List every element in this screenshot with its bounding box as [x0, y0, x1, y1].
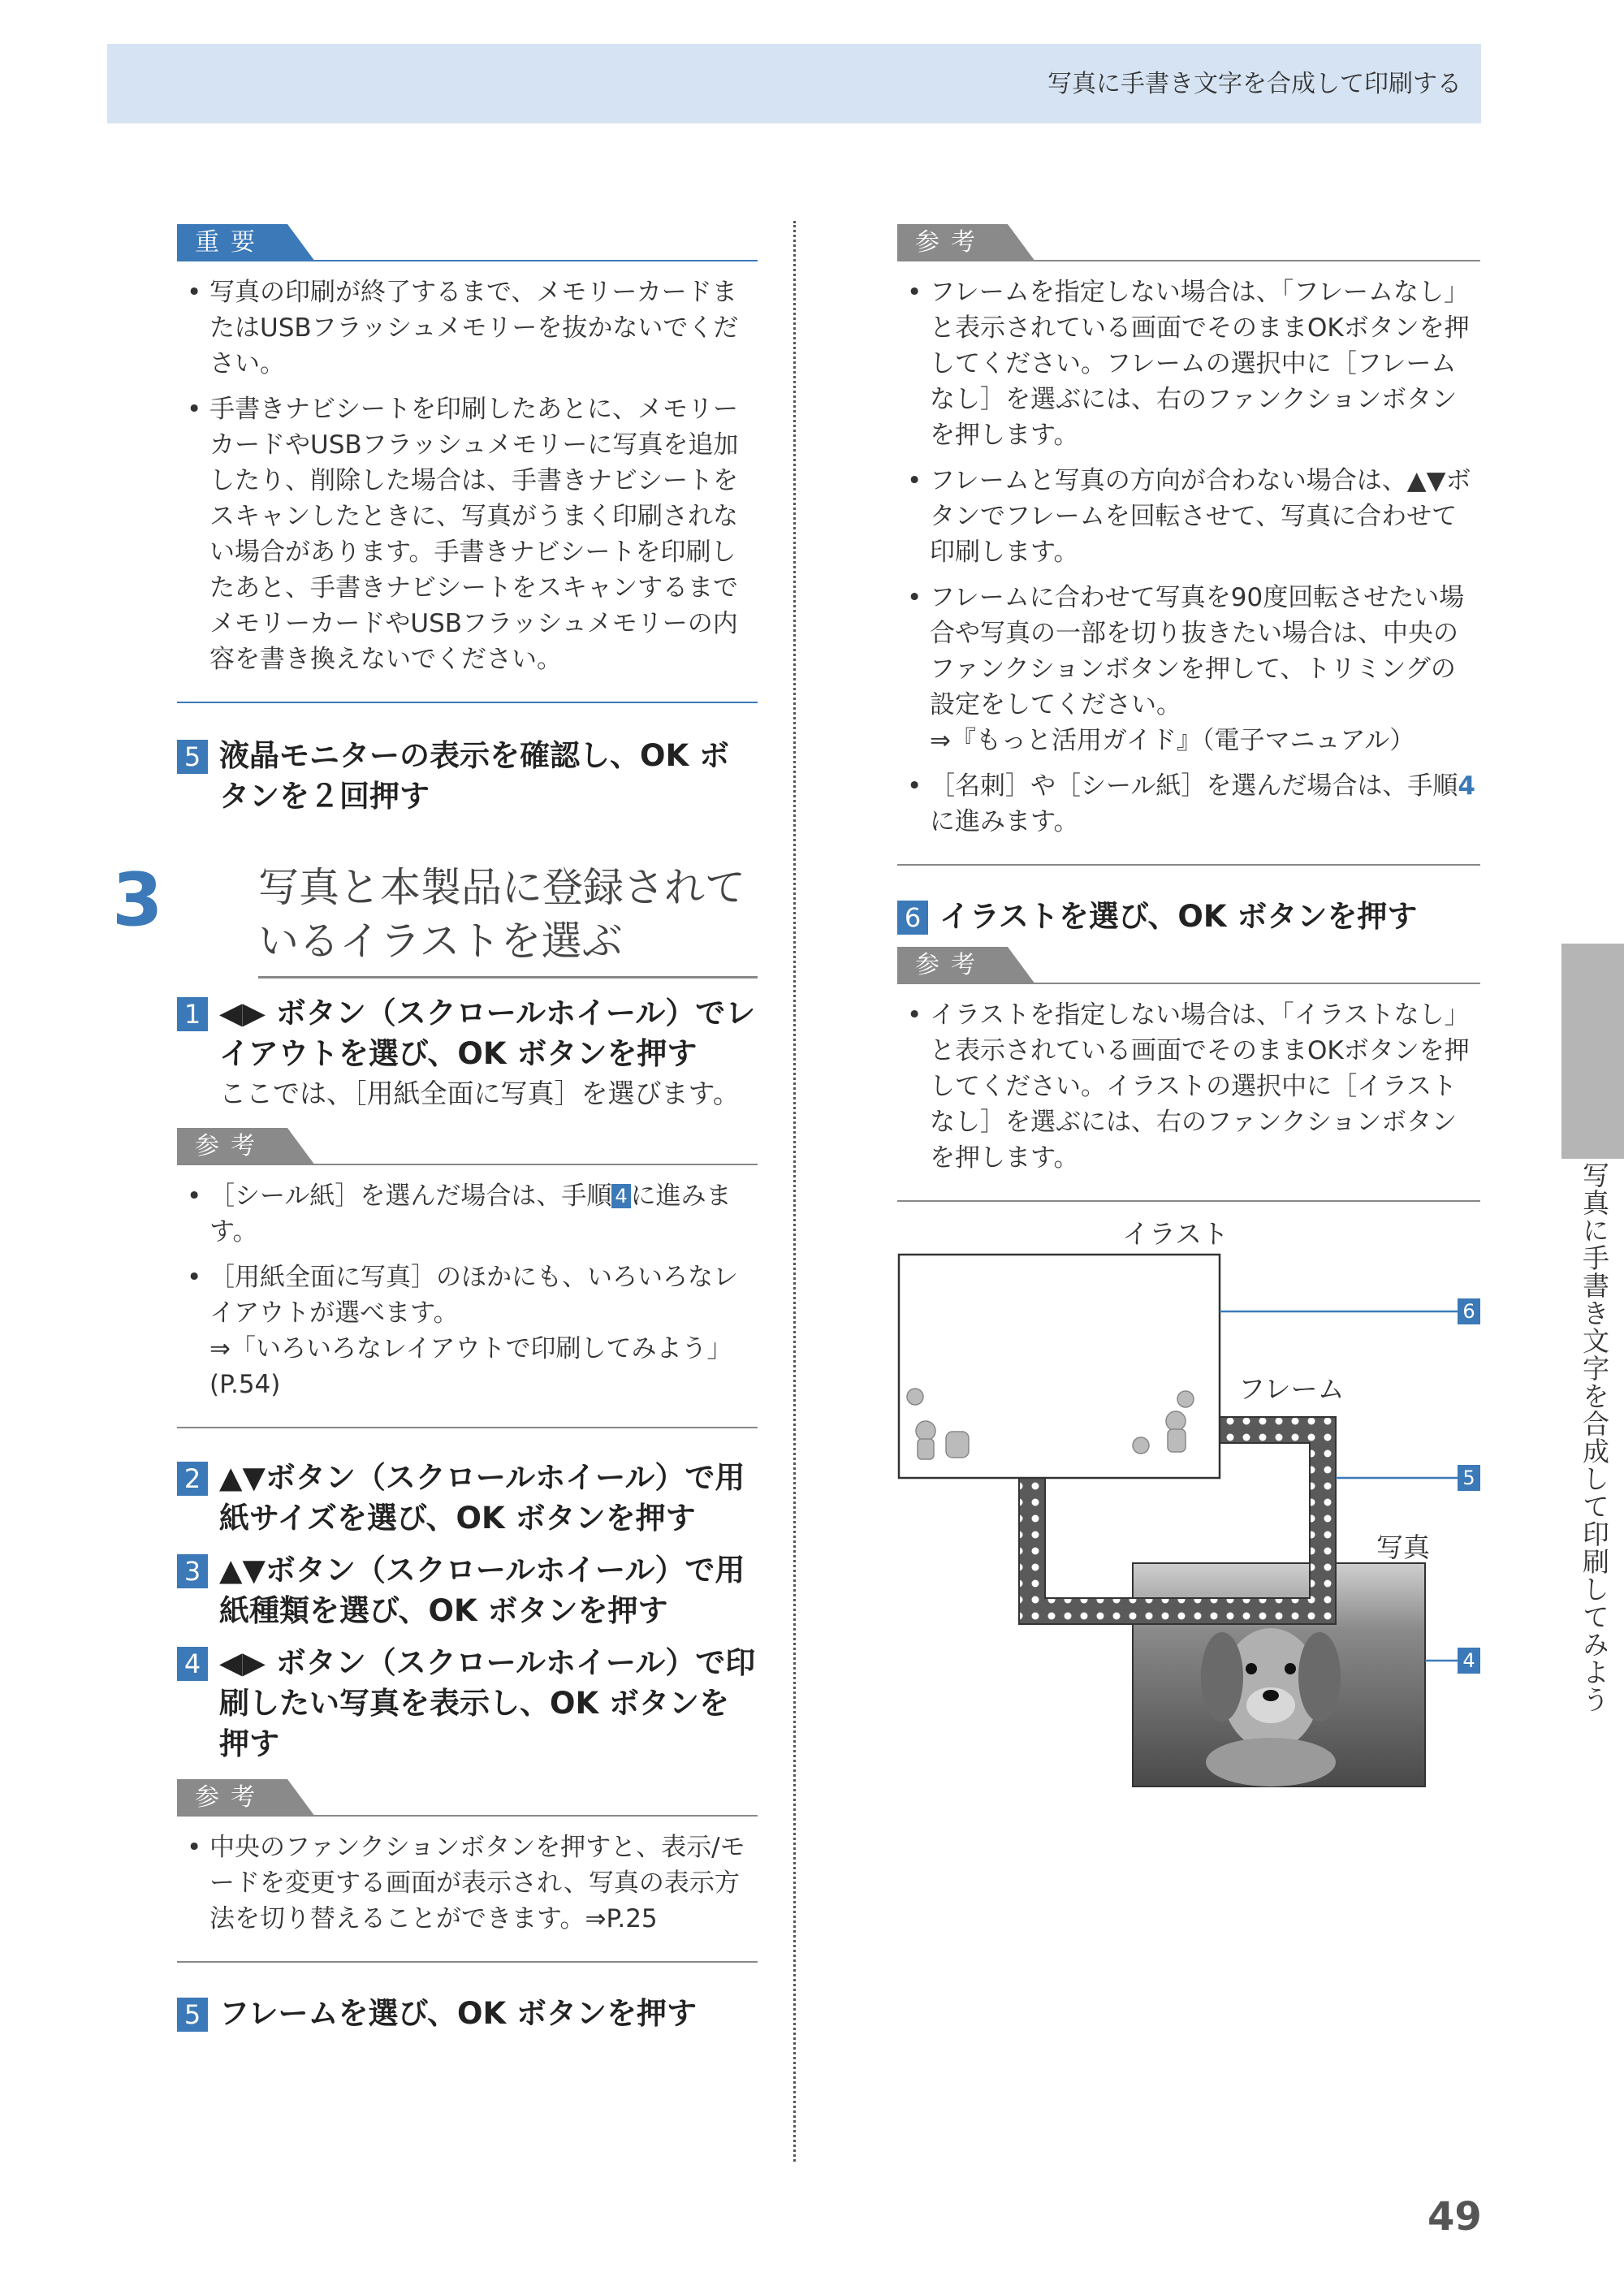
layer-diagram	[897, 1202, 1482, 1803]
step-2-paper-size	[177, 1458, 758, 1539]
photo-layer	[1133, 1563, 1425, 1786]
note-bullet: • ［シール紙］を選んだ場合は、手順 4 に進みます。	[177, 1178, 758, 1250]
section-3	[112, 858, 758, 979]
note-bullet: • ［用紙全面に写真］のほかにも、いろいろなレイアウトが選べます。 ⇒「いろいろなレイアウトで印刷してみよう」(P.54)	[177, 1259, 758, 1402]
step-6-select-illust	[897, 896, 1480, 937]
step-4-select-photo	[177, 1643, 758, 1765]
illustration-layer	[899, 1255, 1220, 1478]
step-number: 4	[177, 1647, 208, 1681]
step-text: ▲▼ボタン（スクロールホイール）で用紙サイズを選び、OK ボタンを押す	[219, 1460, 745, 1536]
step-number: 3	[177, 1554, 208, 1588]
step-number: 2	[177, 1462, 208, 1496]
page-reference: ⇒「いろいろなレイアウトで印刷してみよう」(P.54)	[209, 1334, 732, 1399]
important-bullet: • 手書きナビシートを印刷したあとに、メモリーカードやUSBフラッシュメモリーに写真を追加したり、削除した場合は、手書きナビシートをスキャンしたときに、写真がうまく印刷されない場合があります。手書きナビシートを印刷したあと、手書きナビシートをスキャンするまでメモリーカードやUSBフラッシュメモリーの内容を書き換えないでください。	[177, 391, 758, 677]
step-5-confirm	[177, 736, 758, 817]
step-ref-badge: 4	[611, 1184, 630, 1208]
column-divider	[793, 221, 796, 2162]
callout-6: 6	[1458, 1298, 1480, 1324]
note-bullet: • 中央のファンクションボタンを押すと、表示/モードを変更する画面が表示され、写真の表示方法を切り替えることができます。⇒P.25	[177, 1830, 758, 1937]
note-label: 参考	[177, 1128, 287, 1165]
note-box-right-2	[897, 944, 1480, 1202]
note-bullet: • イラストを指定しない場合は、「イラストなし」と表示されている画面でそのままOKボタンを押してください。イラストの選択中に［イラストなし］を選ぶには、右のファンクションボタンを押します。	[897, 997, 1480, 1176]
running-header-title: 写真に手書き文字を合成して印刷する	[1047, 70, 1462, 98]
label-photo: 写真	[1376, 1531, 1430, 1563]
note-box-2	[177, 1776, 758, 1963]
layer-diagram-graphic	[897, 1202, 1482, 1803]
step-number: 5	[177, 740, 208, 774]
label-frame: フレーム	[1238, 1373, 1345, 1405]
chapter-side-title: 写真に手書き文字を合成して印刷してみよう	[1579, 1161, 1610, 1713]
note-box-right-1	[897, 221, 1480, 866]
important-box	[177, 221, 758, 703]
note-label: 参考	[177, 1779, 287, 1817]
important-bullet: • 写真の印刷が終了するまで、メモリーカードまたはUSBフラッシュメモリーを抜かないでください。	[177, 274, 758, 382]
step-number: 5	[177, 1998, 208, 2032]
chapter-side-tab	[1561, 944, 1624, 1159]
step-number: 6	[897, 901, 928, 935]
step-ref-number: 4	[1458, 771, 1475, 801]
important-label: 重要	[177, 224, 287, 261]
step-1-layout	[177, 993, 758, 1074]
left-column	[112, 221, 758, 2034]
step-text: イラストを選び、OK ボタンを押す	[939, 899, 1418, 934]
note-label: 参考	[897, 947, 1008, 984]
note-box-1	[177, 1125, 758, 1428]
step-1-subtext: ここでは、［用紙全面に写真］を選びます。	[219, 1078, 740, 1109]
header-band	[107, 44, 1481, 123]
note-bullet: • ［名刺］や［シール紙］を選んだ場合は、手順4に進みます。	[897, 768, 1480, 840]
section-title: 写真と本製品に登録されているイラストを選ぶ	[258, 861, 758, 979]
step-text: ◀▶ ボタン（スクロールホイール）でレイアウトを選び、OK ボタンを押す	[219, 996, 756, 1071]
section-number: 3	[112, 858, 163, 943]
manual-reference: ⇒『もっと活用ガイド』（電子マニュアル）	[930, 726, 1415, 755]
step-5-select-frame	[177, 1994, 758, 2034]
important-bullets	[177, 274, 758, 702]
step-3-paper-type	[177, 1550, 758, 1631]
step-text: ▲▼ボタン（スクロールホイール）で用紙種類を選び、OK ボタンを押す	[219, 1553, 745, 1628]
step-text: ◀▶ ボタン（スクロールホイール）で印刷したい写真を表示し、OK ボタンを押す	[219, 1645, 756, 1761]
note-bullet: • フレームを指定しない場合は、「フレームなし」と表示されている画面でそのままOKボタンを押してください。フレームの選択中に［フレームなし］を選ぶには、右のファンクションボタンを押します。	[897, 274, 1480, 453]
callout-5: 5	[1458, 1465, 1480, 1491]
step-number: 1	[177, 997, 208, 1031]
page-number: 49	[1427, 2194, 1482, 2240]
step-text: フレームを選び、OK ボタンを押す	[219, 1996, 698, 2031]
note-bullet: • フレームに合わせて写真を90度回転させたい場合や写真の一部を切り抜きたい場合は、中央のファンクションボタンを押して、トリミングの設定をしてください。 ⇒『もっと活用ガイド』（電子マニュアル）	[897, 580, 1480, 758]
callout-4: 4	[1458, 1648, 1480, 1674]
step-text: 液晶モニターの表示を確認し、OK ボタンを２回押す	[219, 738, 730, 814]
note-bullet: • フレームと写真の方向が合わない場合は、▲▼ボタンでフレームを回転させて、写真に合わせて印刷します。	[897, 463, 1480, 570]
right-column	[897, 221, 1480, 1202]
label-illustration: イラスト	[1122, 1218, 1229, 1250]
note-label: 参考	[897, 224, 1008, 261]
